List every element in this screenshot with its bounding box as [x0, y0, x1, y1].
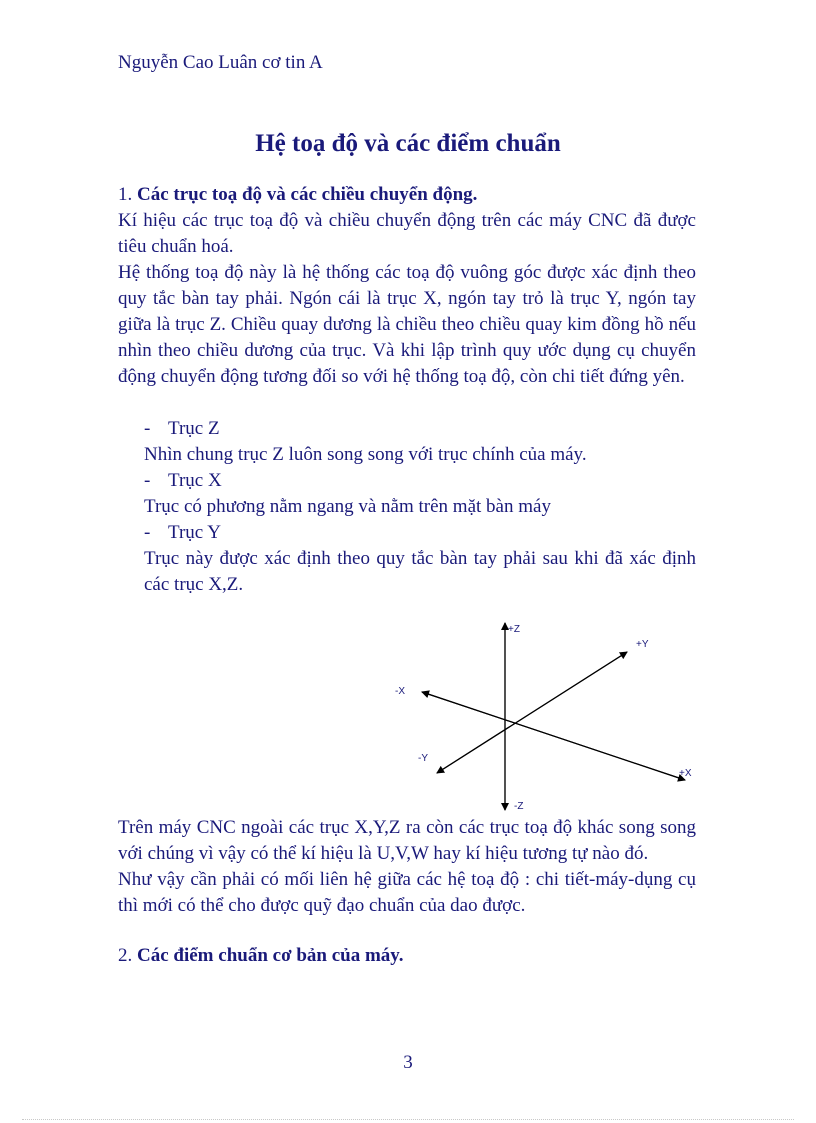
y-axis-negative-line [437, 652, 627, 773]
section-2-number: 2. [118, 945, 137, 966]
paragraph-1 [118, 208, 696, 390]
bullet-axis-z-desc: Nhìn chung trục Z luôn song song với trục chính của máy. [144, 444, 587, 465]
bullet-axis-x-desc: Trục có phương nằm ngang và nằm trên mặt bàn máy [144, 496, 551, 517]
coordinate-axes-diagram [390, 615, 710, 815]
bullet-dash: - [144, 418, 151, 439]
bullet-axis-z [118, 416, 696, 442]
paragraph-1-line-2: Hệ thống toạ độ này là hệ thống các toạ độ vuông góc được xác định theo quy tắc bàn tay phải. Ngón cái là trục X, ngón tay trỏ là trục Y, ngón tay giữa là trục Z. Chiều quay dương là chiều theo chiều quay kim đồng hồ nếu nhìn theo chiều dương của trục. Và khi lập trình quy ước dụng cụ chuyển động chuyển động tương đối so với hệ thống toạ độ, còn chi tiết đứng yên. [118, 262, 696, 387]
bullet-dash: - [144, 522, 151, 543]
section-1-title: Các trục toạ độ và các chiều chuyển động. [137, 184, 478, 205]
bullet-axis-z-name: Trục Z [168, 418, 220, 439]
page-title: Hệ toạ độ và các điểm chuẩn [255, 130, 561, 157]
x-axis-negative-line [422, 692, 685, 780]
section-2-title: Các điểm chuẩn cơ bản của máy. [137, 945, 404, 966]
paragraph-2-line-2: Như vậy cần phải có mối liên hệ giữa các hệ toạ độ : chi tiết-máy-dụng cụ thì mới có thể cho được quỹ đạo chuẩn của dao được. [118, 869, 696, 916]
page-number: 3 [403, 1052, 413, 1073]
bullet-axis-y-desc: Trục này được xác định theo quy tắc bàn tay phải sau khi đã xác định các trục X,Z. [144, 548, 696, 595]
axis-bullet-list [118, 416, 696, 598]
paragraph-2-line-1: Trên máy CNC ngoài các trục X,Y,Z ra còn các trục toạ độ khác song song với chúng vì vậy có thể kí hiệu là U,V,W hay kí hiệu tương tự nào đó. [118, 817, 696, 864]
bullet-axis-y-name: Trục Y [168, 522, 221, 543]
page-bottom-divider [22, 1119, 794, 1120]
label-plus-x: +X [679, 768, 692, 779]
label-minus-z: -Z [514, 801, 524, 812]
label-minus-x: -X [395, 686, 405, 697]
paragraph-2 [118, 815, 696, 919]
paragraph-1-line-1: Kí hiệu các trục toạ độ và chiều chuyển động trên các máy CNC đã được tiêu chuẩn hoá. [118, 210, 696, 257]
label-plus-z: +Z [508, 624, 520, 635]
bullet-dash: - [144, 470, 151, 491]
document-header: Nguyễn Cao Luân cơ tin A [118, 52, 323, 73]
bullet-axis-x [118, 468, 696, 494]
section-1-heading [118, 182, 696, 208]
label-minus-y: -Y [418, 753, 428, 764]
bullet-axis-y [118, 520, 696, 546]
section-1-number: 1. [118, 184, 137, 205]
bullet-axis-x-name: Trục X [168, 470, 222, 491]
section-2-heading [118, 943, 696, 969]
label-plus-y: +Y [636, 639, 649, 650]
